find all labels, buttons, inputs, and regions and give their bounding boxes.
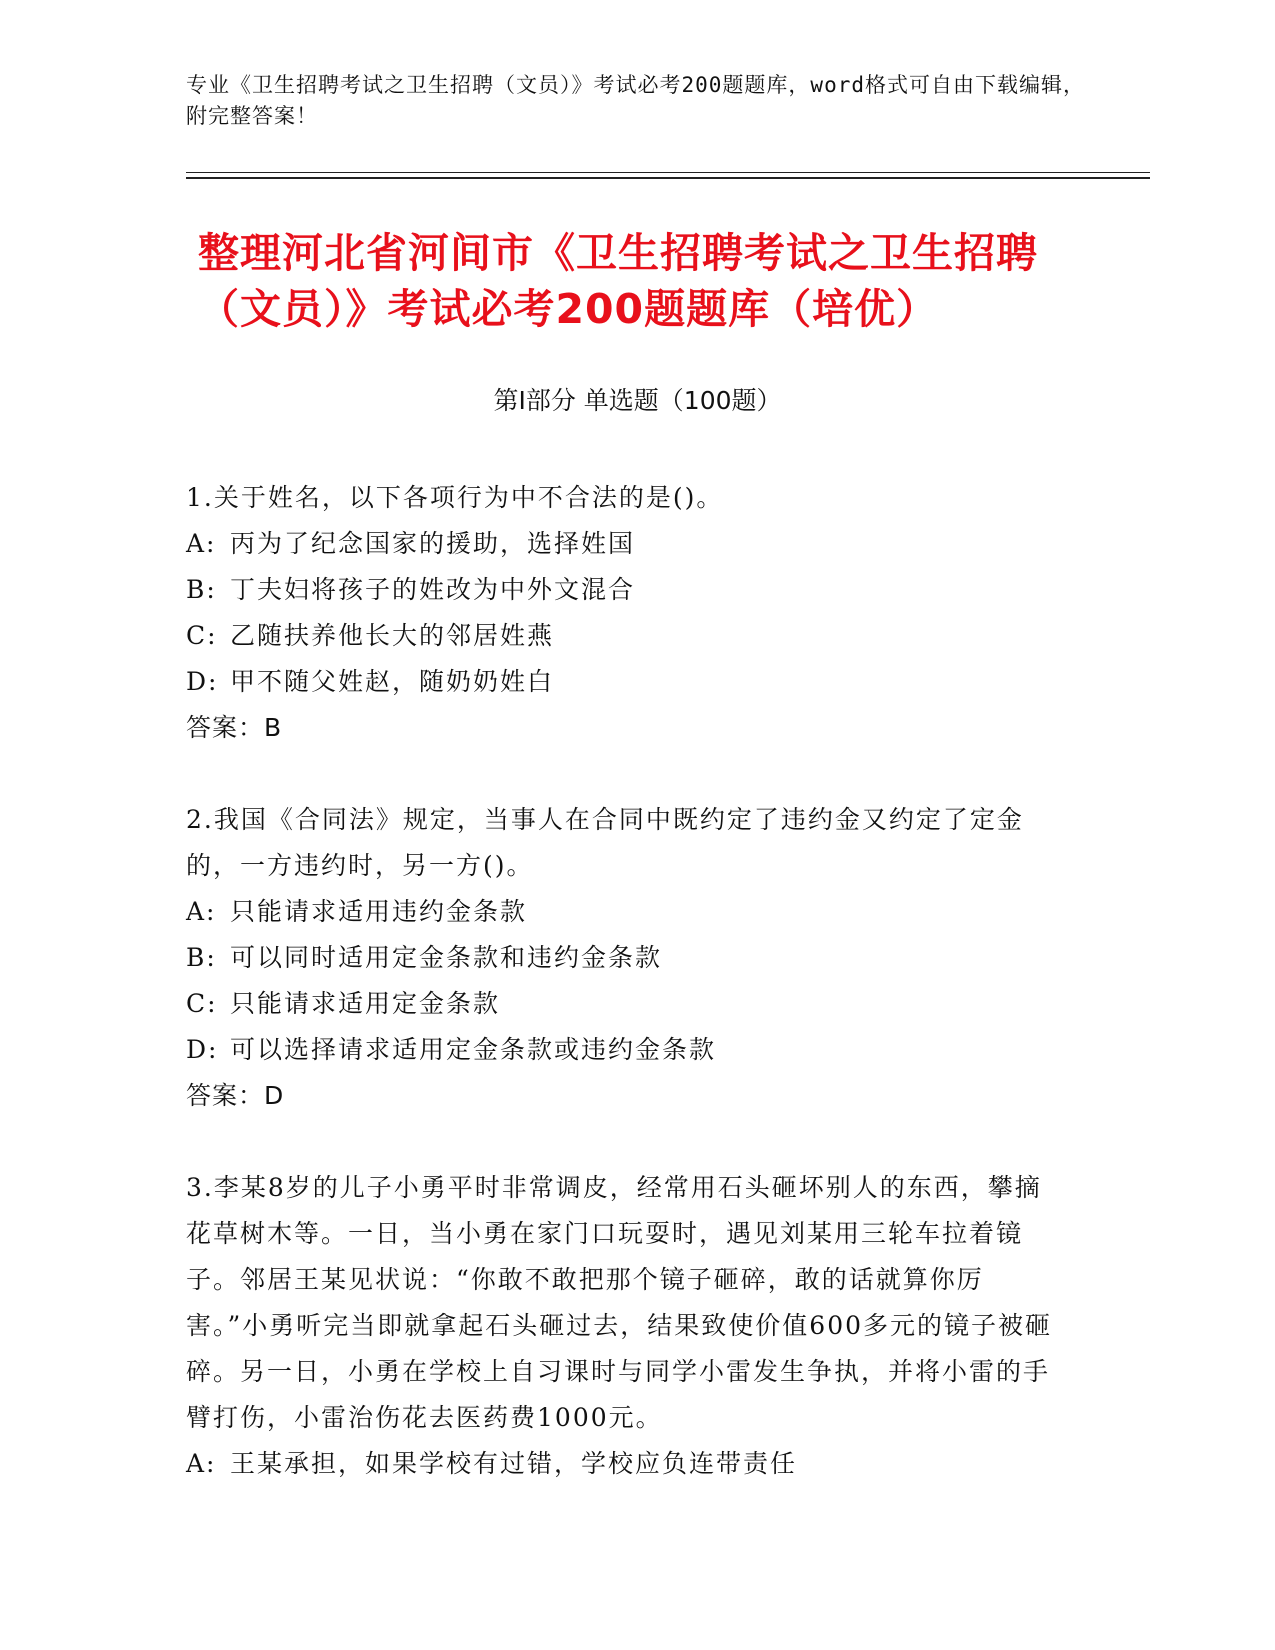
question-stem: 2.我国《合同法》规定，当事人在合同中既约定了违约金又约定了定金的，一方违约时，另一方()。 xyxy=(186,805,1024,880)
option-b xyxy=(186,935,1066,981)
question-stem: 1.关于姓名，以下各项行为中不合法的是()。 xyxy=(186,483,724,512)
option-a xyxy=(186,521,1066,567)
header-divider-thin xyxy=(186,172,1150,173)
answer-value: B xyxy=(264,713,283,742)
option-letter: C: xyxy=(186,989,218,1018)
option-text: 只能请求适用定金条款 xyxy=(230,989,501,1018)
option-letter: B: xyxy=(186,575,217,604)
option-text: 乙随扶养他长大的邻居姓燕 xyxy=(230,621,555,650)
question-list xyxy=(186,475,1066,1533)
question-1 xyxy=(186,475,1066,751)
option-text: 丙为了纪念国家的援助，选择姓国 xyxy=(230,529,636,558)
option-c xyxy=(186,613,1066,659)
option-letter: C: xyxy=(186,621,218,650)
option-d xyxy=(186,659,1066,705)
question-2 xyxy=(186,797,1066,1119)
option-c xyxy=(186,981,1066,1027)
option-text: 可以选择请求适用定金条款或违约金条款 xyxy=(230,1035,717,1064)
answer-value: D xyxy=(264,1081,285,1110)
option-a xyxy=(186,889,1066,935)
question-3 xyxy=(186,1165,1066,1487)
option-letter: B: xyxy=(186,943,217,972)
option-letter: A: xyxy=(186,1449,217,1478)
option-letter: D: xyxy=(186,667,219,696)
answer-line xyxy=(186,1073,1066,1119)
header-note: 专业《卫生招聘考试之卫生招聘（文员）》考试必考200题题库，word格式可自由下载编辑，附完整答案！ xyxy=(186,73,1085,128)
option-text: 只能请求适用违约金条款 xyxy=(230,897,528,926)
option-letter: A: xyxy=(186,897,217,926)
option-a xyxy=(186,1441,1066,1487)
section-title: 第I部分 单选题（100题） xyxy=(493,386,782,415)
option-d xyxy=(186,1027,1066,1073)
answer-prefix: 答案： xyxy=(186,713,265,742)
option-letter: D: xyxy=(186,1035,219,1064)
answer-line xyxy=(186,705,1066,751)
question-stem: 3.李某8岁的儿子小勇平时非常调皮，经常用石头砸坏别人的东西，攀摘花草树木等。一日，当小勇在家门口玩耍时，遇见刘某用三轮车拉着镜子。邻居王某见状说：“你敢不敢把那个镜子砸碎，敢的话就算你厉害。”小勇听完当即就拿起石头砸过去，结果致使价值600多元的镜子被砸碎。另一日，小勇在学校上自习课时与同学小雷发生争执，并将小雷的手臂打伤，小雷治伤花去医药费1000元。 xyxy=(186,1173,1053,1432)
header-divider-thick xyxy=(186,177,1150,179)
option-b xyxy=(186,567,1066,613)
option-text: 王某承担，如果学校有过错，学校应负连带责任 xyxy=(230,1449,798,1478)
document-title: 整理河北省河间市《卫生招聘考试之卫生招聘（文员）》考试必考200题题库（培优） xyxy=(198,229,1038,333)
option-text: 丁夫妇将孩子的姓改为中外文混合 xyxy=(230,575,636,604)
answer-prefix: 答案： xyxy=(186,1081,265,1110)
option-letter: A: xyxy=(186,529,217,558)
option-text: 可以同时适用定金条款和违约金条款 xyxy=(230,943,663,972)
option-text: 甲不随父姓赵，随奶奶姓白 xyxy=(230,667,555,696)
